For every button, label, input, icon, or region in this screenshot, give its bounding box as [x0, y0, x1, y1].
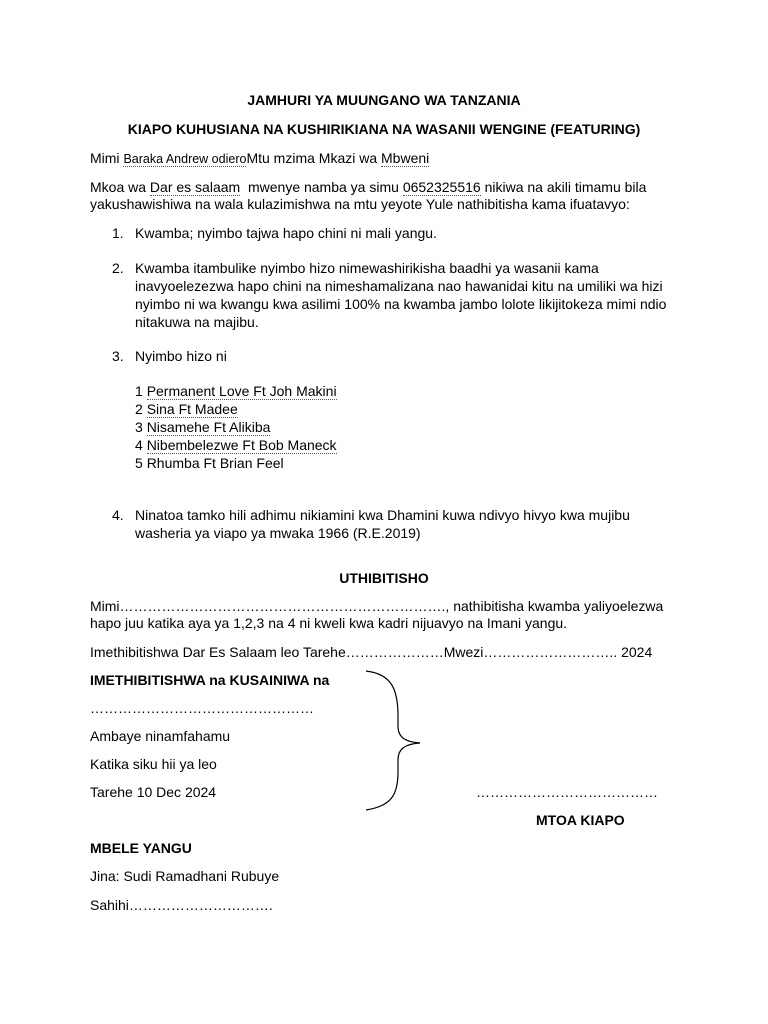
document-subtitle: KIAPO KUHUSIANA NA KUSHIRIKIANA NA WASANII WENGINE (FEATURING)	[127, 121, 641, 137]
song-item	[135, 382, 337, 400]
item-3-line-1: Nyimbo hizo ni	[135, 348, 227, 364]
song-item	[135, 400, 238, 418]
document-title: JAMHURI YA MUUNGANO WA TANZANIA	[247, 92, 521, 108]
intro-line-3: yakushawishiwa na wala kulazimishwa na mtu yeyote Yule nathibitisha kama ifuatavyo:	[90, 196, 630, 212]
item-2-text	[135, 259, 666, 331]
attestation-ambaye: Ambaye ninamfahamu	[90, 728, 231, 744]
item-4-line-2: washeria ya viapo ya mwaka 1966 (R.E.2019)	[135, 525, 421, 541]
before-me-heading: MBELE YANGU	[90, 840, 192, 856]
song-number: 2	[135, 401, 143, 417]
item-1-number: 1.	[112, 225, 124, 241]
item-4-number: 4.	[112, 507, 124, 523]
attestation-heading: IMETHIBITISHWA na KUSAINIWA na	[90, 672, 330, 688]
song-title: Nisamehe Ft Alikiba	[146, 419, 271, 435]
item-1-text	[135, 224, 437, 242]
song-item	[135, 418, 270, 436]
song-number: 5	[135, 455, 143, 471]
deponent-label: MTOA KIAPO	[536, 812, 625, 828]
verification-heading: UTHIBITISHO	[339, 570, 429, 586]
song-title: Rhumba Ft Brian Feel	[146, 455, 284, 471]
item-2-line-1: Kwamba itambulike nyimbo hizo nimewashirikisha baadhi ya wasanii kama	[135, 260, 599, 276]
song-number: 1	[135, 383, 143, 399]
intro-line-1	[90, 149, 429, 168]
mtu-text: Mtu mzima Mkazi wa	[246, 150, 378, 166]
item-2-line-3: nyimbo ni wa kwangu kwa asilimi 100% na kwamba jambo lolote likijitokeza mimi ndio	[135, 296, 667, 312]
commissioner-signature: Sahihi………………………….	[90, 897, 273, 913]
curly-brace	[362, 668, 422, 813]
song-item	[135, 454, 284, 472]
verification-date-line: Imethibitishwa Dar Es Salaam leo Tarehe…………………Mwezi……………………….. 2024	[90, 644, 653, 660]
attestation-date: Tarehe 10 Dec 2024	[90, 784, 217, 800]
song-title: Permanent Love Ft Joh Makini	[146, 383, 337, 399]
verification-line-1: Mimi……………………………………………………………., nathibitisha kwamba yaliyoelezwa	[90, 598, 664, 614]
phone-number: 0652325516	[402, 179, 481, 195]
song-number: 4	[135, 437, 143, 453]
deponent-name: Baraka Andrew odiero	[123, 152, 247, 166]
item-2-line-2: inavyoelezezwa hapo chini na nimeshamalizana nao hawanidai kitu na umiliki wa hizi	[135, 278, 663, 294]
intro-line-2	[90, 178, 646, 196]
item-2-number: 2.	[112, 260, 124, 276]
attestation-dots: …………………………………………	[90, 700, 314, 716]
song-title: Nibembelezwe Ft Bob Maneck	[146, 437, 337, 453]
item-3-number: 3.	[112, 348, 124, 364]
commissioner-name: Jina: Sudi Ramadhani Rubuye	[90, 868, 280, 884]
item-4-text	[135, 506, 630, 542]
region: Dar es salaam	[149, 179, 241, 195]
verification-line-2: hapo juu katika aya ya 1,2,3 na 4 ni kweli kwa kadri nijuavyo na Imani yangu.	[90, 615, 568, 631]
phone-label: mwenye namba ya simu	[247, 179, 399, 195]
mkoa-label: Mkoa wa	[90, 179, 147, 195]
mimi-label: Mimi	[90, 150, 120, 166]
item-2-line-4: nitakuwa na majibu.	[135, 314, 259, 330]
signature-dots: …………………………………	[476, 784, 658, 800]
song-item	[135, 436, 337, 454]
song-number: 3	[135, 419, 143, 435]
item-1-line-1: Kwamba; nyimbo tajwa hapo chini ni mali yangu.	[135, 225, 437, 241]
item-3-text	[135, 347, 227, 365]
attestation-katika: Katika siku hii ya leo	[90, 756, 217, 772]
song-title: Sina Ft Madee	[146, 401, 238, 417]
item-4-line-1: Ninatoa tamko hili adhimu nikiamini kwa Dhamini kuwa ndivyo hivyo kwa mujibu	[135, 507, 630, 523]
residence: Mbweni	[381, 150, 430, 166]
intro-line-2-rest: nikiwa na akili timamu bila	[484, 179, 647, 195]
